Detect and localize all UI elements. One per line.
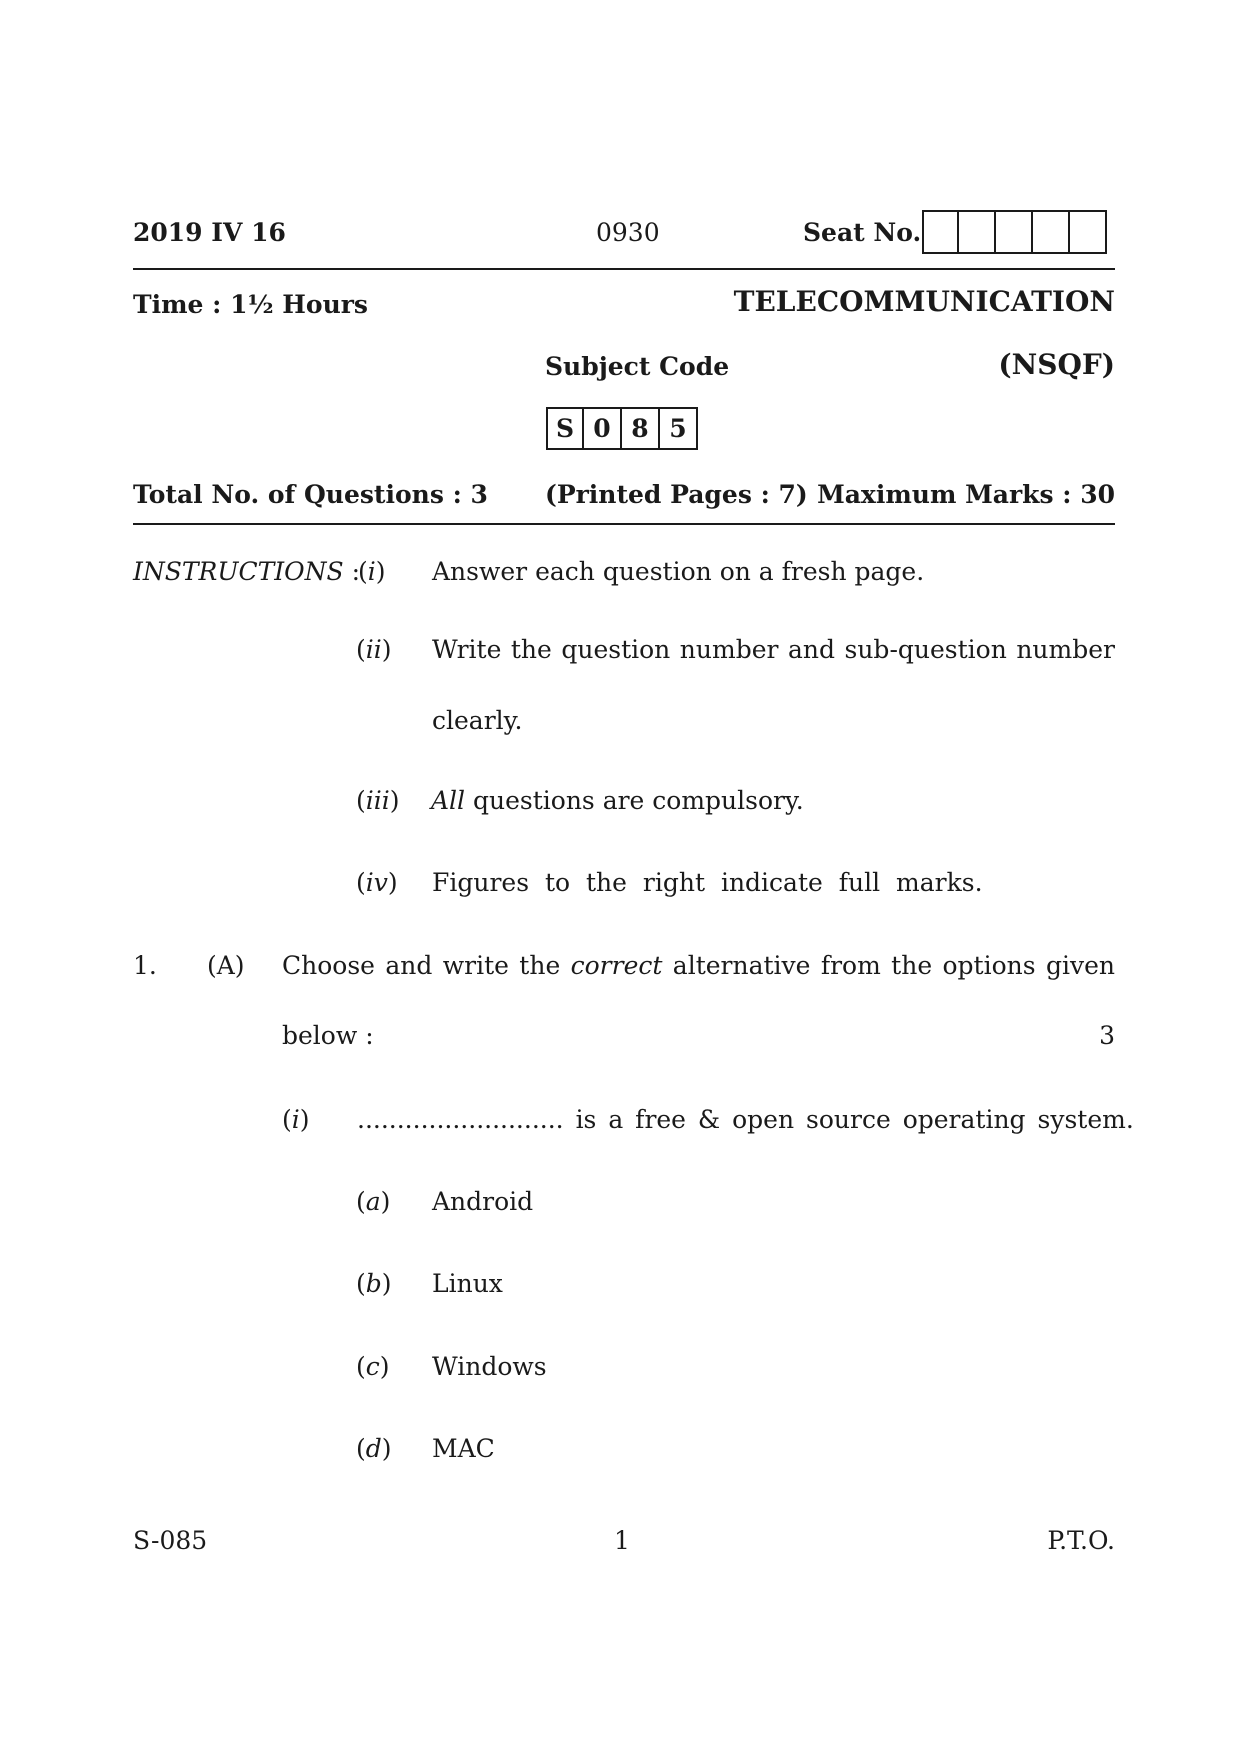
printed-pages: (Printed Pages : 7) <box>545 480 808 509</box>
maximum-marks: Maximum Marks : 30 <box>817 480 1115 509</box>
question-part: (A) <box>207 951 245 980</box>
exam-time: Time : 1½ Hours <box>133 290 368 319</box>
paper-id: 2019 IV 16 <box>133 218 286 247</box>
subject-code-char: 8 <box>622 407 660 450</box>
instruction-number: (ii) <box>356 635 392 664</box>
option-text: Windows <box>432 1352 547 1381</box>
question-text-continued: below : <box>282 1021 374 1050</box>
seat-box[interactable] <box>1070 210 1107 254</box>
subject-title: TELECOMMUNICATION <box>733 285 1115 318</box>
instruction-text-continued: clearly. <box>432 706 523 735</box>
question-text: Choose and write the correct alternative from the options given <box>282 951 1115 980</box>
option-letter: (d) <box>356 1434 392 1463</box>
instructions-heading-text: INSTRUCTIONS <box>133 557 344 586</box>
paper-code: 0930 <box>596 218 660 247</box>
subject-code-label: Subject Code <box>545 352 730 381</box>
instruction-text: All questions are compulsory. <box>431 786 804 815</box>
option-letter: (a) <box>356 1187 391 1216</box>
option-text: MAC <box>432 1434 495 1463</box>
header-bottom-divider <box>133 523 1115 525</box>
qualifier: (NSQF) <box>998 348 1115 381</box>
total-questions: Total No. of Questions : 3 <box>133 480 488 509</box>
option-text: Android <box>432 1187 534 1216</box>
footer-code: S-085 <box>133 1526 208 1555</box>
option-letter: (b) <box>356 1269 392 1298</box>
subject-code-char: 0 <box>584 407 622 450</box>
instructions-separator: : <box>351 557 361 586</box>
seat-box[interactable] <box>1033 210 1070 254</box>
instruction-number: (iii) <box>356 786 400 815</box>
option-text: Linux <box>432 1269 503 1298</box>
subject-code-char: 5 <box>660 407 698 450</box>
instruction-number: (i) <box>358 557 386 586</box>
seat-number-boxes[interactable] <box>922 210 1107 254</box>
instruction-text: Write the question number and sub-question number <box>432 635 1115 664</box>
instruction-number: (iv) <box>356 868 398 897</box>
instruction-text: Answer each question on a fresh page. <box>432 557 925 586</box>
option-letter: (c) <box>356 1352 390 1381</box>
instruction-text: Figures to the right indicate full marks. <box>432 868 983 897</box>
seat-box[interactable] <box>959 210 996 254</box>
seat-box[interactable] <box>996 210 1033 254</box>
please-turn-over: P.T.O. <box>1047 1526 1115 1555</box>
question-number: 1. <box>133 951 157 980</box>
instructions-heading <box>133 557 360 586</box>
sub-question-number: (i) <box>282 1105 310 1134</box>
question-marks: 3 <box>1099 1021 1115 1050</box>
sub-question-text: .......................... is a free & open source operating system. <box>357 1105 1134 1134</box>
page-number: 1 <box>614 1526 630 1555</box>
seat-box[interactable] <box>922 210 959 254</box>
subject-code-char: S <box>546 407 584 450</box>
header-divider <box>133 268 1115 270</box>
seat-label: Seat No. <box>803 218 922 247</box>
subject-code-boxes <box>546 407 698 450</box>
